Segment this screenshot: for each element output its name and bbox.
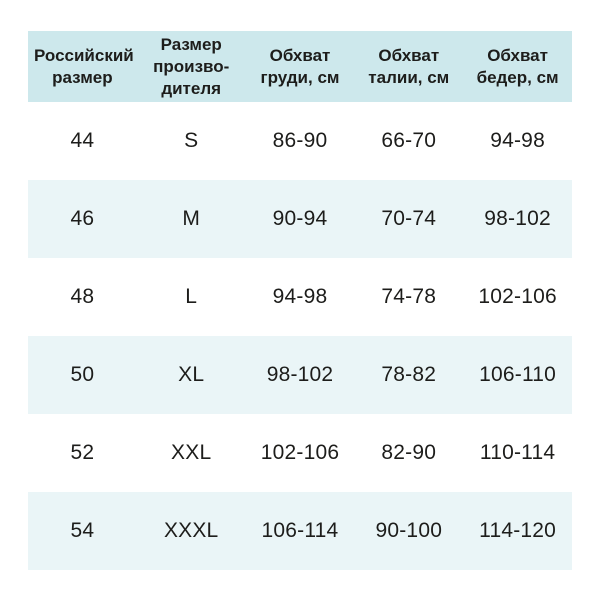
cell-chest: 90-94 bbox=[246, 180, 355, 258]
column-header-waist: Обхват талии, см bbox=[354, 31, 463, 102]
cell-manufacturer-size: S bbox=[184, 129, 199, 152]
cell-manufacturer-size: XXXL bbox=[137, 492, 246, 570]
size-chart-table bbox=[28, 31, 572, 570]
table-row bbox=[28, 180, 572, 258]
cell-hips: 110-114 bbox=[479, 441, 556, 464]
table-row bbox=[28, 492, 572, 570]
cell-russian-size: 46 bbox=[28, 180, 137, 258]
cell-manufacturer-size: XXL bbox=[171, 441, 212, 464]
cell-russian-size: 44 bbox=[70, 129, 95, 152]
table-body bbox=[28, 102, 572, 570]
cell-waist: 90-100 bbox=[354, 492, 463, 570]
table-row bbox=[28, 258, 572, 336]
column-header-manufacturer-size: Размер произво-дителя bbox=[137, 31, 246, 102]
cell-manufacturer-size: M bbox=[137, 180, 246, 258]
cell-chest: 98-102 bbox=[246, 336, 355, 414]
header-row bbox=[28, 31, 572, 102]
cell-hips: 98-102 bbox=[463, 180, 572, 258]
cell-hips: 94-98 bbox=[490, 129, 545, 152]
cell-waist: 78-82 bbox=[354, 336, 463, 414]
cell-chest: 106-114 bbox=[246, 492, 355, 570]
cell-waist: 70-74 bbox=[354, 180, 463, 258]
table-row bbox=[28, 414, 572, 492]
cell-chest: 86-90 bbox=[272, 129, 328, 152]
cell-russian-size: 54 bbox=[28, 492, 137, 570]
column-header-chest: Обхват груди, см bbox=[246, 31, 355, 102]
cell-hips: 106-110 bbox=[463, 336, 572, 414]
table-header bbox=[28, 31, 572, 102]
cell-hips: 114-120 bbox=[463, 492, 572, 570]
cell-hips: 102-106 bbox=[478, 285, 557, 308]
table-row bbox=[28, 102, 572, 180]
cell-russian-size: 48 bbox=[70, 285, 95, 308]
cell-chest: 94-98 bbox=[272, 285, 328, 308]
column-header-hips: Обхват бедер, см bbox=[463, 31, 572, 102]
cell-waist: 74-78 bbox=[381, 285, 437, 308]
cell-waist: 82-90 bbox=[381, 441, 437, 464]
cell-russian-size: 52 bbox=[70, 441, 95, 464]
cell-manufacturer-size: L bbox=[185, 285, 198, 308]
cell-manufacturer-size: XL bbox=[137, 336, 246, 414]
cell-chest: 102-106 bbox=[260, 441, 340, 464]
cell-russian-size: 50 bbox=[28, 336, 137, 414]
table-row bbox=[28, 336, 572, 414]
column-header-russian-size: Российский размер bbox=[28, 31, 137, 102]
cell-waist: 66-70 bbox=[381, 129, 437, 152]
